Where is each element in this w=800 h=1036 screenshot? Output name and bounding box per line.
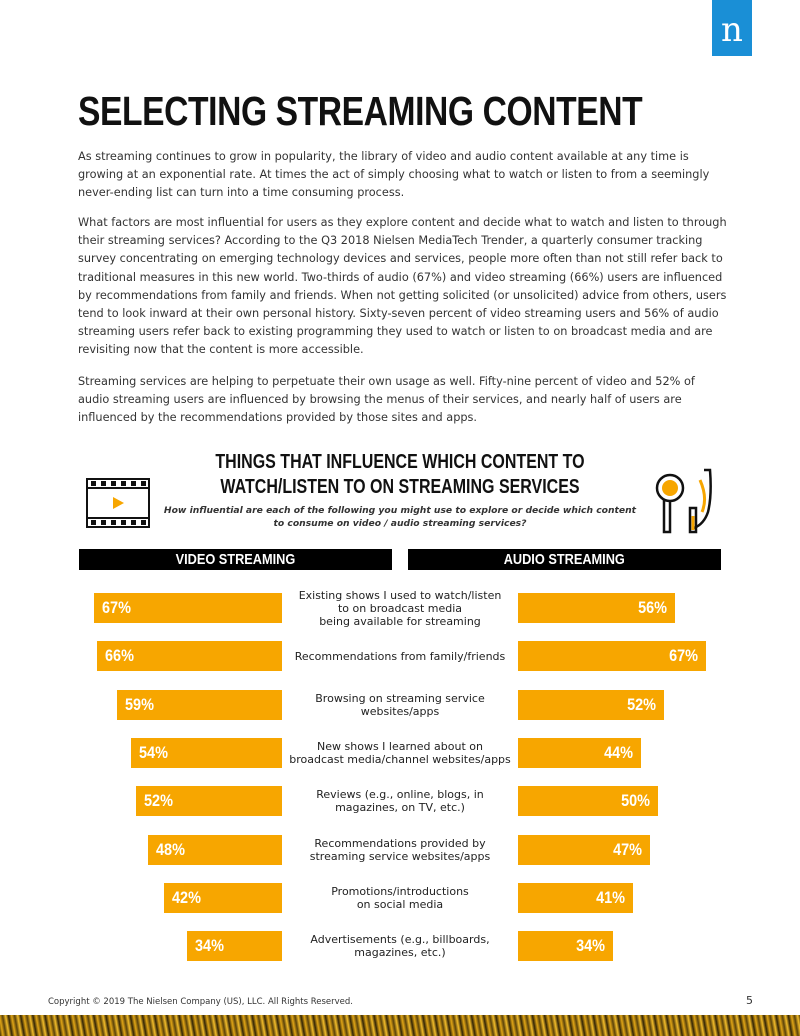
video-streaming-header bbox=[79, 549, 392, 570]
video-bar bbox=[148, 835, 282, 865]
factors-paragraph: What factors are most influential for users as they explore content and decide what to watch and listen to through their streaming services? According to the Q3 2018 Nielsen MediaTech Trender, a quarterly consumer tracking survey concentrating on emerging technology devices and services, people more often than not still refer back to traditional measures in this new world. Two-thirds of audio (67%) and video streaming (66%) users are influenced by recommendations from family and friends. When not getting solicited (or unsolicited) advice from others, users tend to look inward at their own personal history. Sixty-seven percent of video streaming users and 56% of audio streaming users refer back to existing programming they used to watch or listen to on broadcast media and are revisiting now that the content is more accessible. bbox=[78, 216, 727, 357]
decorative-strip bbox=[0, 1015, 800, 1036]
video-bar-label: 59% bbox=[124, 694, 154, 714]
factor-label: Reviews (e.g., online, blogs, in magazines, on TV, etc.) bbox=[316, 788, 484, 815]
video-bar-label: 52% bbox=[144, 791, 174, 811]
audio-bar bbox=[518, 786, 658, 816]
copyright-footer: Copyright © 2019 The Nielsen Company (US), LLC. All Rights Reserved. bbox=[48, 997, 353, 1007]
factor-label: Recommendations provided by streaming service websites/apps bbox=[309, 836, 491, 863]
video-bar-label: 42% bbox=[172, 887, 202, 907]
chart-heading bbox=[150, 450, 650, 530]
audio-bar bbox=[518, 593, 675, 623]
audio-bar-label: 34% bbox=[576, 936, 606, 956]
video-bar-label: 54% bbox=[138, 742, 168, 762]
factor-label: Existing shows I used to watch/listen to on broadcast media being available for streaming bbox=[298, 588, 502, 628]
audio-bar-label: 47% bbox=[612, 839, 642, 859]
intro-paragraph: As streaming continues to grow in popularity, the library of video and audio content available at any time is growing at an exponential rate. At times the act of simply choosing what to watch or listen to from a seemingly never-ending list can turn into a time consuming process. bbox=[78, 150, 710, 200]
video-streaming-header-label: VIDEO STREAMING bbox=[175, 551, 296, 568]
chart-subtitle: How influential are each of the following you might use to explore or decide which content to consume on video / audio streaming services? bbox=[163, 505, 637, 529]
video-bar bbox=[131, 738, 282, 768]
factor-label: Advertisements (e.g., billboards, magazines, etc.) bbox=[310, 933, 490, 960]
page-number: 5 bbox=[746, 994, 753, 1007]
factor-label: Promotions/introductions on social media bbox=[331, 884, 469, 911]
video-bar bbox=[136, 786, 282, 816]
audio-bar bbox=[518, 690, 664, 720]
factor-label: Browsing on streaming service websites/apps bbox=[315, 691, 485, 718]
services-paragraph: Streaming services are helping to perpetuate their own usage as well. Fifty-nine percent of video and 52% of audio streaming users are influenced by browsing the menus of their services, and nearly half of users are influenced by the recommendations provided by those sites and apps. bbox=[78, 375, 695, 425]
audio-bar bbox=[518, 931, 613, 961]
audio-bar-label: 52% bbox=[626, 694, 656, 714]
audio-streaming-header bbox=[408, 549, 721, 570]
audio-bar-label: 44% bbox=[604, 742, 634, 762]
audio-bar-label: 67% bbox=[668, 646, 698, 666]
audio-bar-label: 50% bbox=[621, 791, 650, 811]
audio-streaming-header-label: AUDIO STREAMING bbox=[503, 551, 626, 568]
video-bar-label: 67% bbox=[102, 598, 132, 617]
earbuds-icon bbox=[654, 468, 720, 536]
video-bar bbox=[187, 931, 282, 961]
film-strip-icon bbox=[86, 478, 150, 528]
video-bar-label: 66% bbox=[105, 646, 135, 666]
chart-title: THINGS THAT INFLUENCE WHICH CONTENT TO WATCH/LISTEN TO ON STREAMING SERVICES bbox=[215, 451, 585, 498]
video-bar bbox=[117, 690, 282, 720]
audio-bar-label: 56% bbox=[637, 598, 667, 617]
audio-bar bbox=[518, 641, 706, 671]
factor-label: New shows I learned about on broadcast media/channel websites/apps bbox=[289, 739, 511, 766]
logo-letter: n bbox=[721, 10, 743, 50]
audio-bar bbox=[518, 835, 650, 865]
nielsen-logo bbox=[712, 0, 752, 56]
video-bar bbox=[164, 883, 282, 913]
audio-bar-label: 41% bbox=[595, 887, 625, 907]
video-bar-label: 34% bbox=[194, 936, 224, 956]
video-bar bbox=[94, 593, 282, 623]
factor-label: Recommendations from family/friends bbox=[294, 649, 506, 663]
page-title: SELECTING STREAMING CONTENT bbox=[78, 88, 643, 134]
audio-bar bbox=[518, 883, 633, 913]
audio-bar bbox=[518, 738, 641, 768]
video-bar-label: 48% bbox=[155, 839, 185, 859]
video-bar bbox=[97, 641, 282, 671]
